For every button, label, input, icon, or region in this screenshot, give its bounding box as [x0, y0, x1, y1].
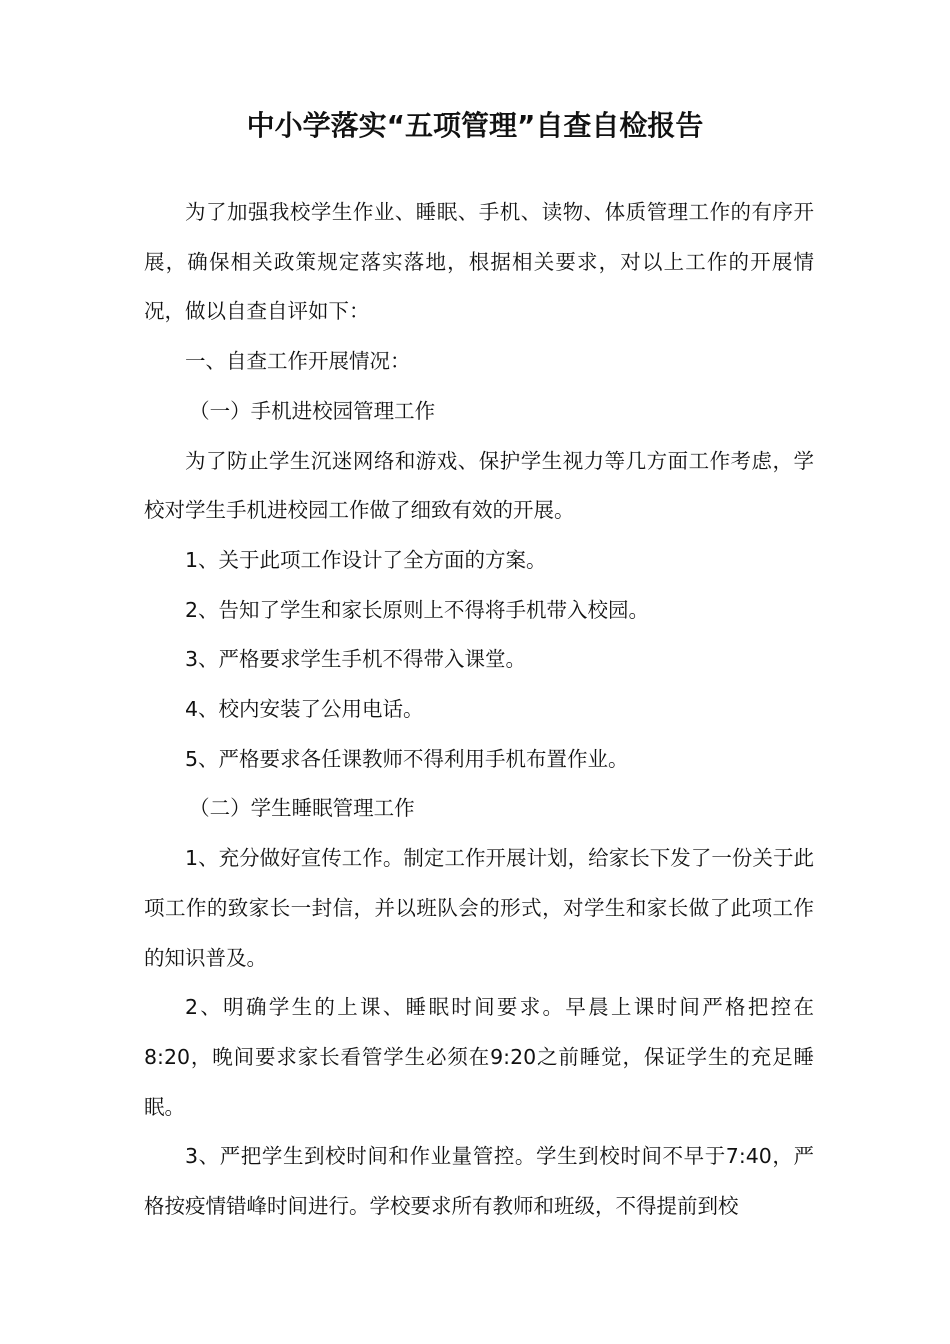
list-item-phone-3: 3、严格要求学生手机不得带入课堂。	[185, 647, 527, 672]
list-item-sleep-2: 2、明确学生的上课、睡眠时间要求。早晨上课时间严格把控在8:20，晚间要求家长看管学生必须在9:20之前睡觉，保证学生的充足睡眠。	[144, 995, 814, 1119]
list-item-sleep-3: 3、严把学生到校时间和作业量管控。学生到校时间不早于7:40，严格按疫情错峰时间进行。学校要求所有教师和班级，不得提前到校	[144, 1144, 814, 1219]
list-item-sleep-1: 1、充分做好宣传工作。制定工作开展计划，给家长下发了一份关于此项工作的致家长一封信，并以班队会的形式，对学生和家长做了此项工作的知识普及。	[144, 846, 814, 970]
section-heading-1: 一、自查工作开展情况：	[185, 349, 411, 374]
list-item-phone-5: 5、严格要求各任课教师不得利用手机布置作业。	[185, 746, 629, 771]
paragraph-intro: 为了加强我校学生作业、睡眠、手机、读物、体质管理工作的有序开展，确保相关政策规定落实落地，根据相关要求，对以上工作的开展情况，做以自查自评如下：	[144, 200, 814, 324]
list-item-phone-4: 4、校内安装了公用电话。	[185, 697, 424, 722]
subsection-heading-sleep: （二）学生睡眠管理工作	[189, 796, 415, 821]
document-title: 中小学落实“五项管理”自查自检报告	[246, 109, 704, 142]
document-body	[144, 188, 814, 1232]
subsection-heading-phone: （一）手机进校园管理工作	[189, 398, 436, 423]
list-item-phone-2: 2、告知了学生和家长原则上不得将手机带入校园。	[185, 597, 650, 622]
list-item-phone-1: 1、关于此项工作设计了全方面的方案。	[185, 547, 547, 572]
paragraph-phone-intro: 为了防止学生沉迷网络和游戏、保护学生视力等几方面工作考虑，学校对学生手机进校园工作做了细致有效的开展。	[144, 448, 814, 523]
